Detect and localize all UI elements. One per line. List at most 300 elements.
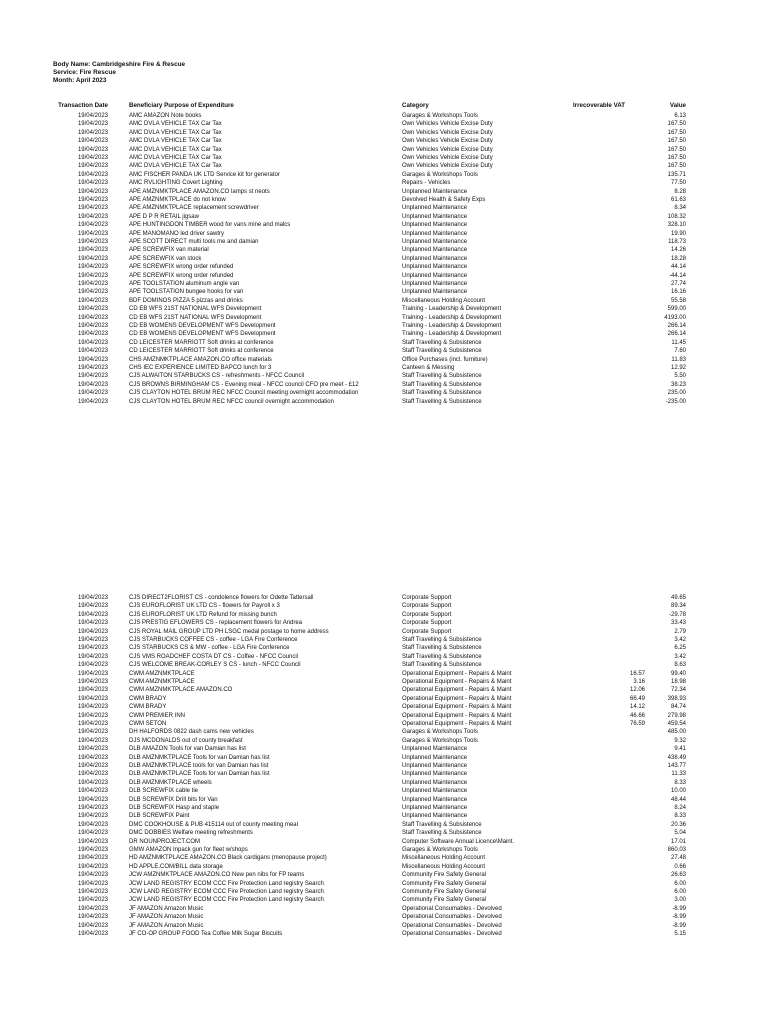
table-row — [0, 720, 768, 728]
table-row — [0, 297, 768, 305]
table-row — [0, 246, 768, 254]
cell-beneficiary: JCW LAND REGISTRY ECOM CCC Fire Protection Land registry Search — [129, 897, 324, 904]
table-row — [0, 745, 768, 753]
report-month: Month: April 2023 — [53, 77, 107, 84]
cell-beneficiary: CD EB WOMENS DEVELOPMENT WFS Development — [129, 331, 276, 338]
cell-category: Canteen & Messing — [402, 365, 455, 371]
cell-value: 860.03 — [667, 847, 686, 853]
cell-value: -29.78 — [668, 611, 686, 618]
table-row — [0, 821, 768, 829]
table-row — [0, 263, 768, 271]
cell-category: Garages & Workshops Tools — [402, 171, 478, 178]
cell-beneficiary: APE D P R RETAIL jigsaw — [129, 213, 199, 220]
cell-beneficiary: JF AMAZON Amazon Music — [129, 922, 204, 929]
table-row — [0, 737, 768, 745]
cell-beneficiary: CJS EUROFLORIST UK LTD CS - flowers for Payroll x 3 — [129, 603, 280, 610]
cell-value: 108.32 — [667, 213, 686, 220]
cell-value: 4193.00 — [664, 314, 686, 321]
cell-value: 9.41 — [674, 746, 686, 753]
cell-value: 8.33 — [674, 779, 686, 786]
cell-beneficiary: CJS DIRECT2FLORIST CS - condolence flowers for Odette Tattersall — [129, 595, 314, 601]
table-row — [0, 728, 768, 736]
cell-value: -8.99 — [672, 914, 686, 921]
cell-beneficiary: APE SCOTT DIRECT multi tools me and damian — [129, 239, 259, 245]
cell-value: 77.50 — [670, 180, 686, 187]
cell-category: Unplanned Maintenance — [402, 813, 468, 820]
cell-category: Own Vehicles Vehicle Excise Duty — [402, 155, 493, 161]
cell-value: 48.44 — [670, 796, 686, 803]
cell-value: 3.00 — [674, 897, 686, 904]
cell-value: 8.34 — [674, 205, 686, 212]
cell-beneficiary: DMC COOKHOUSE & PUB 415114 out of county meeting meal — [129, 821, 298, 828]
header-beneficiary: Beneficiary Purpose of Expenditure — [129, 102, 234, 109]
cell-value: 398.93 — [667, 695, 686, 702]
cell-value: 8.28 — [674, 188, 686, 195]
table-row — [0, 305, 768, 313]
cell-beneficiary: JCW AMZNMKTPLACE AMAZON.CO New pen nibs for FP teams — [129, 872, 305, 879]
table-row — [0, 670, 768, 678]
cell-value: 6.13 — [674, 113, 686, 119]
table-row — [0, 754, 768, 762]
cell-value: 19.90 — [670, 230, 686, 237]
cell-date: 19/04/2023 — [77, 197, 108, 203]
cell-date: 19/04/2023 — [77, 113, 108, 119]
cell-beneficiary: CWM AMZNMKTPLACE AMAZON.CO — [129, 687, 233, 694]
cell-date: 19/04/2023 — [77, 155, 108, 161]
header-irrecoverable-vat: Irrecoverable VAT — [573, 102, 626, 109]
cell-date: 19/04/2023 — [77, 863, 108, 870]
cell-value: 167.50 — [667, 129, 686, 136]
cell-date: 19/04/2023 — [77, 704, 108, 711]
table-row — [0, 888, 768, 896]
cell-beneficiary: APE TOOLSTATION bungee hooks for van — [129, 289, 244, 296]
table-row — [0, 171, 768, 179]
cell-beneficiary: AMC DVLA VEHICLE TAX Car Tax — [129, 121, 222, 128]
cell-value: 8.33 — [674, 813, 686, 820]
cell-value: 49.65 — [670, 595, 686, 601]
cell-value: 459.54 — [667, 721, 686, 727]
cell-beneficiary: DR NOUNPROJECT.COM — [129, 838, 201, 845]
cell-category: Training - Leadership & Development — [402, 314, 502, 321]
cell-vat: 3.16 — [633, 679, 645, 685]
cell-beneficiary: APE SCREWFIX van material — [129, 247, 209, 254]
cell-beneficiary: CWM BRADY — [129, 695, 167, 702]
cell-date: 19/04/2023 — [77, 138, 108, 145]
cell-beneficiary: CJS STARBUCKS CS & MW - coffee - LGA Fire Conference — [129, 645, 290, 652]
table-row — [0, 204, 768, 212]
table-row — [0, 619, 768, 627]
cell-value: 266.14 — [667, 331, 686, 338]
table-row — [0, 213, 768, 221]
cell-category: Own Vehicles Vehicle Excise Duty — [402, 121, 493, 128]
cell-date: 19/04/2023 — [77, 855, 108, 862]
table-row — [0, 356, 768, 364]
cell-category: Training - Leadership & Development — [402, 306, 502, 313]
cell-beneficiary: DLB SCREWFIX Drill bits for Van — [129, 796, 218, 803]
cell-category: Operational Consumables - Devolved — [402, 931, 502, 937]
cell-date: 19/04/2023 — [77, 230, 108, 237]
cell-category: Operational Equipment - Repairs & Maint — [402, 687, 512, 694]
cell-date: 19/04/2023 — [77, 847, 108, 853]
table-row — [0, 804, 768, 812]
cell-value: 2.79 — [674, 628, 686, 635]
cell-date: 19/04/2023 — [77, 687, 108, 694]
cell-date: 19/04/2023 — [77, 188, 108, 195]
cell-value: 6.00 — [674, 880, 686, 887]
cell-value: -8.99 — [672, 905, 686, 912]
header-value: Value — [669, 102, 686, 109]
cell-category: Unplanned Maintenance — [402, 754, 468, 761]
table-row — [0, 398, 768, 406]
table-row — [0, 796, 768, 804]
table-row — [0, 762, 768, 770]
cell-beneficiary: CJS CLAYTON HOTEL BRUM REC NFCC council overnight accommodation — [129, 398, 334, 405]
cell-value: 89.34 — [670, 603, 686, 610]
cell-category: Operational Equipment - Repairs & Maint — [402, 721, 512, 727]
table-row — [0, 137, 768, 145]
cell-date: 19/04/2023 — [77, 821, 108, 828]
cell-category: Corporate Support — [402, 611, 452, 618]
cell-beneficiary: CJS STARBUCKS COFFEE CS - coffee - LGA Fire Conference — [129, 637, 298, 643]
cell-value: 5.50 — [674, 373, 686, 380]
cell-beneficiary: JCW LAND REGISTRY ECOM CCC Fire Protection Land registry Search — [129, 880, 324, 887]
cell-value: 26.63 — [670, 872, 686, 879]
cell-value: 9.32 — [674, 737, 686, 744]
cell-vat: 66.49 — [629, 695, 645, 702]
cell-date: 19/04/2023 — [77, 381, 108, 388]
cell-date: 19/04/2023 — [77, 628, 108, 635]
cell-category: Staff Travelling & Subsistence — [402, 348, 482, 355]
cell-category: Unplanned Maintenance — [402, 763, 468, 769]
table-row — [0, 594, 768, 602]
table-row — [0, 221, 768, 229]
cell-beneficiary: APE AMZNMKTPLACE do not know — [129, 197, 226, 203]
cell-category: Unplanned Maintenance — [402, 779, 468, 786]
cell-beneficiary: JF AMAZON Amazon Music — [129, 905, 204, 912]
cell-value: 167.50 — [667, 138, 686, 145]
cell-beneficiary: APE SCREWFIX van stock — [129, 255, 202, 262]
cell-date: 19/04/2023 — [77, 323, 108, 329]
cell-category: Staff Travelling & Subsistence — [402, 821, 482, 828]
cell-category: Unplanned Maintenance — [402, 805, 468, 811]
cell-beneficiary: DJS MCDONALDS out of county breakfast — [129, 737, 243, 744]
cell-value: 5.15 — [674, 931, 686, 937]
table-row — [0, 636, 768, 644]
table-row — [0, 905, 768, 913]
table-row — [0, 787, 768, 795]
cell-date: 19/04/2023 — [77, 779, 108, 786]
cell-beneficiary: APE AMZNMKTPLACE AMAZON.CO lamps st neots — [129, 188, 270, 195]
cell-category: Unplanned Maintenance — [402, 796, 468, 803]
cell-beneficiary: AMC DVLA VEHICLE TAX Car Tax — [129, 129, 222, 136]
cell-category: Community Fire Safety General — [402, 889, 487, 895]
cell-beneficiary: AMC FISCHER PANDA UK LTD Service kit for generator — [129, 171, 280, 178]
cell-date: 19/04/2023 — [77, 914, 108, 921]
table-row — [0, 854, 768, 862]
cell-date: 19/04/2023 — [77, 670, 108, 677]
cell-date: 19/04/2023 — [77, 314, 108, 321]
cell-date: 19/04/2023 — [77, 788, 108, 795]
cell-date: 19/04/2023 — [77, 163, 108, 170]
cell-category: Own Vehicles Vehicle Excise Duty — [402, 129, 493, 136]
cell-beneficiary: CD EB WOMENS DEVELOPMENT WFS Development — [129, 323, 276, 329]
cell-date: 19/04/2023 — [77, 746, 108, 753]
cell-category: Operational Consumables - Devolved — [402, 914, 502, 921]
cell-date: 19/04/2023 — [77, 637, 108, 643]
cell-category: Own Vehicles Vehicle Excise Duty — [402, 138, 493, 145]
table-row — [0, 602, 768, 610]
table-row — [0, 678, 768, 686]
cell-beneficiary: CJS ALWAITON STARBUCKS CS - refreshments - NFCC Council — [129, 373, 305, 380]
table-row — [0, 779, 768, 787]
cell-value: 27.74 — [670, 281, 686, 287]
cell-value: 10.00 — [670, 788, 686, 795]
cell-value: 167.50 — [667, 163, 686, 170]
cell-category: Miscellaneous Holding Account — [402, 297, 486, 304]
cell-category: Unplanned Maintenance — [402, 255, 468, 262]
cell-value: 38.23 — [670, 381, 686, 388]
cell-vat: 46.66 — [629, 712, 645, 719]
cell-beneficiary: DMC DOBBIES Welfare meeting refreshments — [129, 830, 253, 837]
table-row — [0, 863, 768, 871]
cell-category: Garages & Workshops Tools — [402, 847, 478, 853]
cell-value: 7.60 — [674, 348, 686, 355]
cell-category: Unplanned Maintenance — [402, 746, 468, 753]
cell-category: Operational Equipment - Repairs & Maint — [402, 670, 512, 677]
cell-date: 19/04/2023 — [77, 695, 108, 702]
table-row — [0, 644, 768, 652]
cell-value: 599.00 — [667, 306, 686, 313]
cell-beneficiary: CD EB WFS 21ST NATIONAL WFS Development — [129, 306, 262, 313]
cell-value: 279.98 — [667, 712, 686, 719]
table-row — [0, 347, 768, 355]
cell-category: Community Fire Safety General — [402, 872, 487, 879]
cell-value: 18.28 — [670, 255, 686, 262]
cell-date: 19/04/2023 — [77, 805, 108, 811]
cell-beneficiary: JF CO-OP GROUP FOOD Tea Coffee Milk Sugar Biscuits — [129, 931, 283, 937]
cell-value: 11.83 — [671, 356, 686, 363]
table-row — [0, 913, 768, 921]
header-category: Category — [402, 102, 429, 109]
cell-category: Staff Travelling & Subsistence — [402, 373, 482, 380]
cell-beneficiary: CHS IEC EXPERIENCE LIMITED BAPCO lunch for 3 — [129, 365, 272, 371]
cell-beneficiary: APE MANOMANO led driver sawtry — [129, 230, 225, 237]
cell-beneficiary: CWM SETON — [129, 721, 167, 727]
cell-category: Staff Travelling & Subsistence — [402, 653, 482, 660]
cell-date: 19/04/2023 — [77, 653, 108, 660]
table-row — [0, 112, 768, 120]
cell-value: 235.00 — [667, 390, 686, 397]
cell-date: 19/04/2023 — [77, 662, 108, 669]
cell-value: 11.45 — [671, 339, 686, 346]
cell-date: 19/04/2023 — [77, 931, 108, 937]
table-row — [0, 364, 768, 372]
cell-beneficiary: CJS WELCOME BREAK-CORLEY S CS - lunch - NFCC Council — [129, 662, 301, 669]
cell-date: 19/04/2023 — [77, 272, 108, 279]
cell-date: 19/04/2023 — [77, 771, 108, 778]
cell-beneficiary: DLB SCREWFIX cable tie — [129, 788, 199, 795]
cell-beneficiary: CD EB WFS 21ST NATIONAL WFS Development — [129, 314, 262, 321]
cell-date: 19/04/2023 — [77, 611, 108, 618]
cell-date: 19/04/2023 — [77, 213, 108, 220]
cell-value: 20.36 — [670, 821, 686, 828]
cell-date: 19/04/2023 — [77, 264, 108, 271]
cell-date: 19/04/2023 — [77, 289, 108, 296]
table-row — [0, 712, 768, 720]
cell-date: 19/04/2023 — [77, 146, 108, 153]
cell-value: 3.42 — [674, 653, 686, 660]
table-row — [0, 230, 768, 238]
cell-date: 19/04/2023 — [77, 763, 108, 769]
cell-value: 44.14 — [670, 264, 686, 271]
cell-value: 6.25 — [674, 645, 686, 652]
cell-category: Own Vehicles Vehicle Excise Duty — [402, 163, 493, 170]
cell-value: 17.01 — [670, 838, 686, 845]
cell-beneficiary: DLB AMZNMKTPLACE Tools for van Damian has list — [129, 754, 270, 761]
table-row — [0, 389, 768, 397]
cell-date: 19/04/2023 — [77, 754, 108, 761]
cell-date: 19/04/2023 — [77, 721, 108, 727]
cell-beneficiary: AMC DVLA VEHICLE TAX Car Tax — [129, 138, 222, 145]
cell-value: -235.00 — [665, 398, 686, 405]
cell-category: Operational Consumables - Devolved — [402, 905, 502, 912]
cell-value: 5.04 — [674, 830, 686, 837]
cell-value: 167.50 — [667, 146, 686, 153]
table-row — [0, 339, 768, 347]
cell-date: 19/04/2023 — [77, 872, 108, 879]
cell-date: 19/04/2023 — [77, 603, 108, 610]
table-row — [0, 628, 768, 636]
cell-category: Computer Software Annual Licence\Maint. — [402, 838, 515, 845]
cell-date: 19/04/2023 — [77, 729, 108, 736]
cell-value: 118.73 — [668, 239, 686, 245]
cell-date: 19/04/2023 — [77, 905, 108, 912]
table-row — [0, 162, 768, 170]
table-row — [0, 146, 768, 154]
cell-date: 19/04/2023 — [77, 620, 108, 627]
cell-date: 19/04/2023 — [77, 180, 108, 187]
cell-category: Training - Leadership & Development — [402, 323, 502, 329]
cell-date: 19/04/2023 — [77, 679, 108, 685]
cell-beneficiary: CWM PREMIER INN — [129, 712, 185, 719]
table-row — [0, 653, 768, 661]
table-row — [0, 896, 768, 904]
cell-beneficiary: BDF DOMINOS PIZZA 5 pizzas and drinks — [129, 297, 243, 304]
cell-category: Unplanned Maintenance — [402, 247, 468, 254]
cell-beneficiary: DLB AMZNMKTPLACE Tools for van Damian has list — [129, 771, 270, 778]
cell-beneficiary: APE TOOLSTATION aluminum angle van — [129, 281, 240, 287]
cell-beneficiary: CWM AMZNMKTPLACE — [129, 670, 195, 677]
cell-category: Corporate Support — [402, 628, 452, 635]
cell-beneficiary: CJS PRESTIG EFLOWERS CS - replacement flowers for Andrea — [129, 620, 303, 627]
table-row — [0, 372, 768, 380]
cell-beneficiary: AMC DVLA VEHICLE TAX Car Tax — [129, 163, 222, 170]
cell-date: 19/04/2023 — [77, 331, 108, 338]
table-row — [0, 179, 768, 187]
cell-beneficiary: CJS ROYAL MAIL GROUP LTD PH LSGC medal postage to home address — [129, 628, 329, 635]
cell-date: 19/04/2023 — [77, 297, 108, 304]
cell-value: 18.98 — [670, 679, 686, 685]
cell-category: Operational Equipment - Repairs & Maint — [402, 695, 512, 702]
cell-category: Unplanned Maintenance — [402, 222, 468, 229]
cell-beneficiary: JF AMAZON Amazon Music — [129, 914, 204, 921]
table-row — [0, 272, 768, 280]
cell-category: Staff Travelling & Subsistence — [402, 645, 482, 652]
cell-category: Devolved Health & Safety Exps — [402, 197, 486, 203]
cell-value: 99.40 — [670, 670, 686, 677]
cell-value: 0.66 — [674, 863, 686, 870]
cell-category: Staff Travelling & Subsistence — [402, 390, 482, 397]
cell-date: 19/04/2023 — [77, 239, 108, 245]
cell-beneficiary: AMC DVLA VEHICLE TAX Car Tax — [129, 146, 222, 153]
cell-value: 8.63 — [674, 662, 686, 669]
cell-beneficiary: CD LEICESTER MARRIOTT Soft drinks at conference — [129, 339, 274, 346]
cell-date: 19/04/2023 — [77, 838, 108, 845]
cell-vat: 76.59 — [629, 721, 645, 727]
cell-date: 19/04/2023 — [77, 737, 108, 744]
table-row — [0, 255, 768, 263]
cell-date: 19/04/2023 — [77, 373, 108, 380]
cell-category: Office Purchases (incl. furniture) — [402, 356, 488, 363]
cell-beneficiary: APE SCREWFIX wrong order refunded — [129, 264, 234, 271]
cell-category: Miscellaneous Holding Account — [402, 863, 486, 870]
cell-beneficiary: CD LEICESTER MARRIOTT Soft drinks at conference — [129, 348, 274, 355]
cell-value: -8.99 — [672, 922, 686, 929]
table-row — [0, 871, 768, 879]
cell-date: 19/04/2023 — [77, 306, 108, 313]
table-row — [0, 188, 768, 196]
cell-beneficiary: CJS EUROFLORIST UK LTD Refund for missing bunch — [129, 611, 277, 618]
table-row — [0, 930, 768, 938]
cell-category: Staff Travelling & Subsistence — [402, 398, 482, 405]
cell-date: 19/04/2023 — [77, 255, 108, 262]
table-row — [0, 661, 768, 669]
cell-category: Staff Travelling & Subsistence — [402, 339, 482, 346]
cell-category: Operational Equipment - Repairs & Maint — [402, 679, 512, 685]
cell-beneficiary: CJS VMS ROADCHEF COSTA DT CS - Coffee - NFCC Council — [129, 653, 299, 660]
cell-beneficiary: APE HUNTINGDON TIMBER wood for vans mine and malcs — [129, 222, 291, 229]
cell-category: Repairs - Vehicles — [402, 180, 451, 187]
cell-category: Unplanned Maintenance — [402, 788, 468, 795]
cell-category: Unplanned Maintenance — [402, 771, 468, 778]
cell-beneficiary: CJS BROWNS BIRMINGHAM CS - Evening meal - NFCC council CFO pre meet - £12 — [129, 381, 359, 388]
cell-category: Corporate Support — [402, 595, 452, 601]
cell-value: 438.49 — [667, 754, 686, 761]
cell-category: Unplanned Maintenance — [402, 281, 468, 287]
cell-value: 27.48 — [670, 855, 686, 862]
table-row — [0, 770, 768, 778]
cell-date: 19/04/2023 — [77, 339, 108, 346]
cell-value: 485.00 — [667, 729, 686, 736]
cell-value: 72.34 — [670, 687, 686, 694]
header-transaction-date: Transaction Date — [58, 102, 108, 109]
cell-category: Unplanned Maintenance — [402, 205, 468, 212]
table-row — [0, 288, 768, 296]
body-name: Body Name: Cambridgeshire Fire & Rescue — [53, 61, 186, 68]
table-row — [0, 280, 768, 288]
cell-date: 19/04/2023 — [77, 880, 108, 887]
table-row — [0, 695, 768, 703]
cell-date: 19/04/2023 — [77, 813, 108, 820]
table-row — [0, 322, 768, 330]
cell-value: 6.00 — [674, 889, 686, 895]
cell-date: 19/04/2023 — [77, 922, 108, 929]
cell-date: 19/04/2023 — [77, 365, 108, 371]
cell-beneficiary: HD APPLE.COM/BILL data storage — [129, 863, 223, 870]
cell-date: 19/04/2023 — [77, 205, 108, 212]
cell-value: 328.10 — [667, 222, 686, 229]
table-row — [0, 238, 768, 246]
